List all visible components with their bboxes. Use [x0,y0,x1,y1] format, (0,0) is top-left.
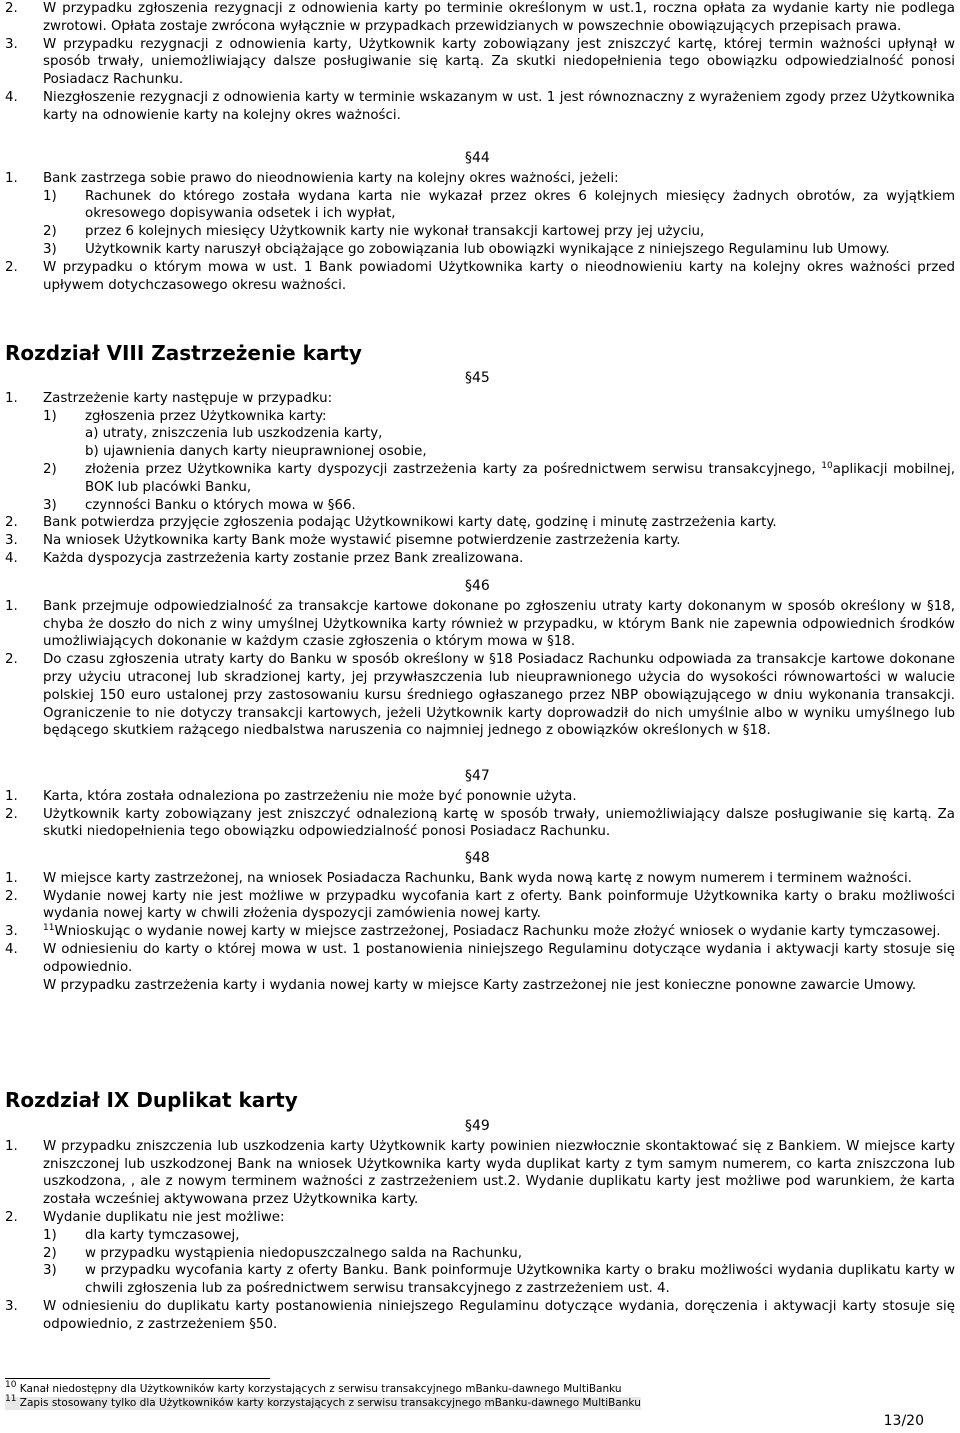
footnote-11 [5,1394,641,1410]
footnote-ref: 11 [43,923,55,934]
list-number: 2) [43,461,57,477]
list-item-3 [43,497,955,515]
list-text: w przypadku wycofania karty z oferty Banku. Bank poinformuje Użytkownika karty o braku możliwości wydania duplikatu karty w chwili zgłoszenia lub za pośrednictwem serwisu transakcyjnego z zastrzeżeniem ust. 4. [85,1263,955,1297]
section-sign: §49 [465,1118,490,1134]
list-number: 1) [43,1227,57,1243]
paragraph-1 [5,598,955,651]
paragraph-number: 3. [5,924,18,940]
paragraph-number: 1. [5,1138,18,1154]
paragraph-3 [5,532,955,550]
section-sign: §47 [465,768,490,784]
list-number: 3) [43,241,57,257]
section-44 [5,146,955,294]
section-sign: §44 [465,150,490,166]
list-text: w przypadku wystąpienia niedopuszczalnego salda na Rachunku, [85,1245,522,1261]
list-item-2 [43,1245,955,1263]
paragraph-number: 2. [5,515,18,531]
paragraph-number: 2. [5,652,18,668]
chapter-9 [5,1087,955,1113]
paragraph-number: 2. [5,806,18,822]
page-number: 13/20 [883,1413,924,1429]
paragraph-number: 1. [5,598,18,614]
chapter-heading: Rozdział VIII Zastrzeżenie karty [5,341,362,365]
paragraph-number: 1. [5,390,18,406]
paragraph-text: Każda dyspozycja zastrzeżenia karty zostanie przez Bank zrealizowana. [43,550,524,566]
list-text: Użytkownik karty naruszył obciążające go zobowiązania lub obowiązki wynikające z niniejszego Regulaminu lub Umowy. [85,241,890,257]
paragraph-4 [5,941,955,977]
paragraph-1 [5,170,955,188]
list-subitem-b: b) ujawnienia danych karty nieuprawnionej osobie, [85,444,427,460]
footnote-10 [5,1380,622,1396]
paragraph-3 [5,923,955,941]
top-section [5,0,955,125]
paragraph-text: Bank zastrzega sobie prawo do nieodnowienia karty na kolejny okres ważności, jeżeli: [43,170,619,186]
paragraph-2 [5,651,955,740]
list-number: 3) [43,497,57,513]
paragraph-text: W odniesieniu do karty o której mowa w ust. 1 postanowienia niniejszego Regulaminu dotyczące wydania i aktywacji karty stosuje się odpowiednio. [43,941,955,975]
paragraph-1 [5,788,955,806]
paragraph-2 [5,0,955,36]
chapter-heading: Rozdział IX Duplikat karty [5,1088,298,1112]
paragraph-text: Wydanie duplikatu nie jest możliwe: [43,1209,285,1225]
paragraph-number: 2. [5,259,18,275]
footnote-number: 11 [5,1394,17,1404]
list-item-2 [43,223,955,241]
paragraph-1 [5,870,955,888]
paragraph-number: 1. [5,170,18,186]
section-49 [5,1114,955,1334]
footnote-separator [5,1378,270,1379]
paragraph-number: 2. [5,1209,18,1225]
paragraph-number: 1. [5,788,18,804]
paragraph-3 [5,36,955,89]
paragraph-text: W przypadku zgłoszenia rezygnacji z odnowienia karty po terminie określonym w ust.1, roczna opłata za wydanie karty nie podlega zwrotowi. Opłata zostaje zwrócona wyłącznie w przypadkach przewidzianych w powszechnie obowiązujących przepisach prawa. [43,1,955,34]
list-item-1 [43,188,955,224]
list-number: 2) [43,1245,57,1261]
section-45 [5,366,955,568]
list-item-3 [43,1262,955,1298]
paragraph-4 [5,89,955,125]
paragraph-2 [5,1209,955,1227]
paragraph-4 [5,550,955,568]
paragraph-number: 4. [5,550,18,566]
list-text: czynności Banku o których mowa w §66. [85,497,356,513]
paragraph-number: 4. [5,941,18,957]
paragraph-text: W odniesieniu do duplikatu karty postanowienia niniejszego Regulaminu dotyczące wydania, doręczenia i aktywacji karty stosuje się odpowiednio, z zastrzeżeniem §50. [43,1298,955,1332]
paragraph-1 [5,390,955,408]
list-number: 1) [43,408,57,424]
paragraph-text: Na wniosek Użytkownika karty Bank może wystawić pisemne potwierdzenie zastrzeżenia karty. [43,533,681,549]
paragraph-2 [5,806,955,842]
paragraph-number: 3. [5,1298,18,1314]
list-item-1 [43,408,955,426]
paragraph-text-body: Wnioskując o wydanie nowej karty w miejsce zastrzeżonej, Posiadacz Rachunku może złożyć wniosek o wydanie karty tymczasowej. [54,924,941,940]
paragraph-text: Zastrzeżenie karty następuje w przypadku: [43,390,333,406]
paragraph-text [5,923,955,941]
footnote-text: Zapis stosowany tylko dla Użytkowników karty korzystających z serwisu transakcyjnego mBanku-dawnego MultiBanku [19,1397,641,1409]
list-item-2 [43,461,955,497]
list-text: Rachunek do którego została wydana karta nie wykazał przez okres 6 kolejnych miesięcy żadnych obrotów, za wyjątkiem okresowego dopisywania odsetek i ich wypłat, [85,188,955,222]
paragraph-text: Niezgłoszenie rezygnacji z odnowienia karty w terminie wskazanym w ust. 1 jest równoznaczny z wyrażeniem zgody przez Użytkownika karty na odnowienie karty na kolejny okres ważności. [43,89,955,123]
paragraph-text: Bank przejmuje odpowiedzialność za transakcje kartowe dokonane po zgłoszeniu utraty karty dokonanym w sposób określony w §18, chyba że doszło do nich z winy umyślnej Użytkownika karty również w przypadku, w którym Bank nie zapewnia odpowiednich środków umożliwiających dokonanie w każdym czasie zgłoszenia o którym mowa w §18. [43,598,955,650]
paragraph-text: Wydanie nowej karty nie jest możliwe w przypadku wycofania kart z oferty. Bank poinformuje Użytkownika karty o braku możliwości wydania nowej karty w chwili złożenia dyspozycji zamówienia nowej karty. [43,888,955,922]
paragraph-text: Karta, która została odnaleziona po zastrzeżeniu nie może być ponownie użyta. [43,788,577,804]
footnote-number: 10 [5,1380,17,1390]
section-47 [5,764,955,841]
section-sign: §46 [465,578,490,594]
list-text-part-1: złożenia przez Użytkownika karty dyspozycji zastrzeżenia karty za pośrednictwem serwisu transakcyjnego, [85,461,816,477]
paragraph-text: Do czasu zgłoszenia utraty karty do Banku w sposób określony w §18 Posiadacz Rachunku odpowiada za transakcje kartowe dokonane przy użyciu utraconej lub skradzionej karty, jej przywłaszczenia lub nieuprawnionego użycia do wysokości równowartości w walucie polskiej 150 euro ustalonej przy zastosowaniu kursu średniego ogłaszanego przez NBP obowiązującego w dniu wykonania transakcji. Ograniczenie to nie dotyczy transakcji kartowych, jeżeli Użytkownik karty doprowadził do nich umyślnie albo w wyniku umyślnego lub będącego skutkiem rażącego niedbalstwa naruszenia co najmniej jednego z obowiązków określonych w §18. [43,652,955,739]
paragraph-number: 2. [5,888,18,904]
list-text-part-2: aplikacji mobilnej, BOK lub placówki Banku, [85,461,955,495]
paragraph-text: Użytkownik karty zobowiązany jest zniszczyć odnalezioną kartę w sposób trwały, uniemożliwiający dalsze posługiwanie się kartą. Za skutki niedopełnienia tego obowiązku odpowiedzialność ponosi Posiadacz Rachunku. [43,806,955,840]
paragraph-2 [5,514,955,532]
list-text [43,461,955,497]
paragraph-text: W przypadku o którym mowa w ust. 1 Bank powiadomi Użytkownika karty o nieodnowieniu karty na kolejny okres ważności przed upływem dotychczasowego okresu ważności. [43,259,955,293]
paragraph-text: W przypadku rezygnacji z odnowienia karty, Użytkownik karty zobowiązany jest zniszczyć kartę, której termin ważności upłynął w sposób trwały, uniemożliwiający dalsze posługiwanie się kartą. Za skutki niedopełnienia tego obowiązku odpowiedzialność ponosi Posiadacz Rachunku. [43,36,955,88]
list-text: zgłoszenia przez Użytkownika karty: [85,408,327,424]
paragraph-3 [5,1298,955,1334]
list-number: 1) [43,188,57,204]
paragraph-1 [5,1138,955,1209]
paragraph-4-continuation: W przypadku zastrzeżenia karty i wydania nowej karty w miejsce Karty zastrzeżonej nie jest konieczne ponowne zawarcie Umowy. [43,977,917,993]
paragraph-2 [5,259,955,295]
list-text: dla karty tymczasowej, [85,1227,240,1243]
footnote-text: Kanał niedostępny dla Użytkowników karty korzystających z serwisu transakcyjnego mBanku-dawnego MultiBanku [19,1383,622,1395]
paragraph-text: W przypadku zniszczenia lub uszkodzenia karty Użytkownik karty powinien niezwłocznie skontaktować się z Bankiem. W miejsce karty zniszczonej lub uszkodzonej Bank na wniosek Użytkownika karty wyda duplikat karty z tym samym numerem, co karta zniszczona lub uszkodzona, , ale z nowym terminem ważności z zastrzeżeniem ust.2. Wydanie duplikatu karty jest możliwe pod warunkiem, że karta została wcześniej aktywowana przez Użytkownika karty. [43,1138,955,1208]
paragraph-number: 3. [5,533,18,549]
paragraph-number: 4. [5,89,18,105]
paragraph-2 [5,888,955,924]
footnote-ref: 10 [821,460,833,471]
list-item-3 [43,241,955,259]
section-sign: §45 [465,370,490,386]
chapter-8 [5,340,955,366]
paragraph-text: Bank potwierdza przyjęcie zgłoszenia podając Użytkownikowi karty datę, godzinę i minutę zastrzeżenia karty. [43,515,777,531]
paragraph-number: 2. [5,1,18,16]
section-46 [5,574,955,740]
section-sign: §48 [465,850,490,866]
paragraph-number: 1. [5,870,18,886]
list-subitem-a: a) utraty, zniszczenia lub uszkodzenia karty, [85,426,383,442]
list-number: 3) [43,1263,57,1279]
list-item-1 [43,1227,955,1245]
section-48 [5,846,955,994]
list-number: 2) [43,224,57,240]
list-text: przez 6 kolejnych miesięcy Użytkownik karty nie wykonał transakcji kartowej przy jej użyciu, [85,224,705,240]
paragraph-text: W miejsce karty zastrzeżonej, na wniosek Posiadacza Rachunku, Bank wyda nową kartę z nowym numerem i terminem ważności. [43,870,912,886]
paragraph-number: 3. [5,36,18,52]
